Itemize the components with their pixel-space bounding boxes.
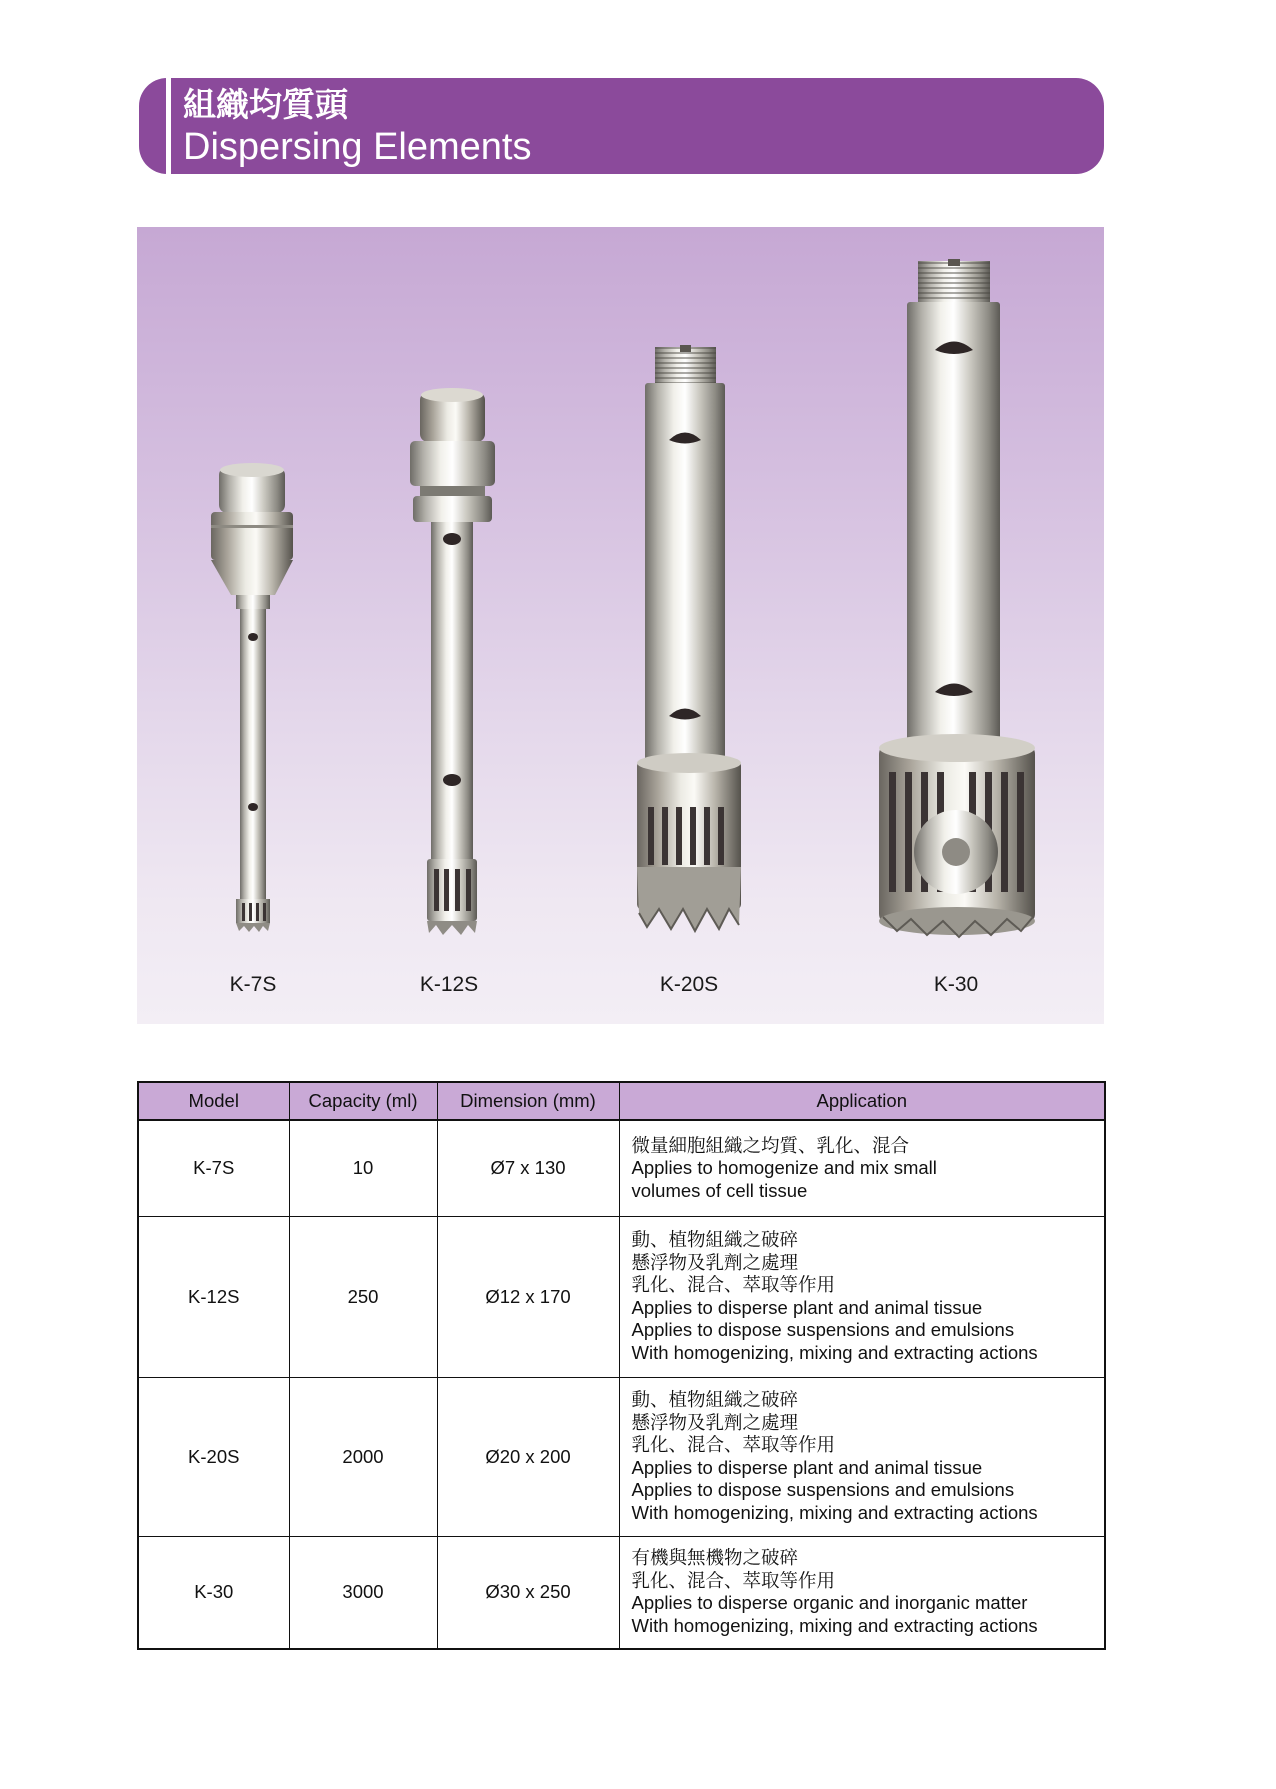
k20s-slot xyxy=(676,807,682,865)
cell-capacity: 2000 xyxy=(289,1377,437,1536)
cell-dimension: Ø20 x 200 xyxy=(437,1377,619,1536)
application-line: 動、植物組織之破碎 xyxy=(631,1229,799,1250)
cell-model: K-7S xyxy=(138,1120,289,1216)
k20s-head-top xyxy=(637,753,741,773)
k7s-slot xyxy=(242,903,245,921)
column-header-dimension: Dimension (mm) xyxy=(437,1082,619,1120)
k7s-body-ring xyxy=(211,525,293,528)
k7s-teeth xyxy=(236,923,270,932)
dispersing-elements-illustration xyxy=(137,227,1104,1024)
application-line: 有機與無機物之破碎 xyxy=(631,1547,799,1569)
column-header-capacity: Capacity (ml) xyxy=(289,1082,437,1120)
k30-slot xyxy=(1001,772,1008,892)
product-label-k12s: K-12S xyxy=(419,973,479,996)
k12s-hole xyxy=(443,774,461,786)
k12s-collar xyxy=(410,441,495,486)
k7s-hole xyxy=(248,633,258,641)
application-line: 懸浮物及乳劑之處理 xyxy=(631,1251,799,1273)
cell-capacity: 3000 xyxy=(289,1536,437,1649)
k7s-slot xyxy=(249,903,252,921)
page-title-english: Dispersing Elements xyxy=(183,126,532,168)
product-label-k30: K-30 xyxy=(933,973,979,996)
k12s-groove xyxy=(420,486,485,496)
k7s-slot xyxy=(263,903,266,921)
k20s-slot xyxy=(718,807,724,865)
application-line: With homogenizing, mixing and extracting actions xyxy=(631,1501,1038,1523)
k30-slot xyxy=(1017,772,1024,892)
cell-application xyxy=(619,1536,1105,1649)
cell-dimension: Ø7 x 130 xyxy=(437,1120,619,1216)
application-line: Applies to homogenize and mix small xyxy=(631,1157,937,1178)
k7s-neck xyxy=(236,595,270,609)
application-line: Applies to dispose suspensions and emulsions xyxy=(631,1479,1015,1500)
application-line: 乳化、混合、萃取等作用 xyxy=(631,1434,836,1455)
application-line: Applies to disperse organic and inorganic matter xyxy=(631,1592,1028,1614)
k30-head-top xyxy=(879,734,1035,762)
banner-accent-bar xyxy=(166,78,171,174)
application-line: Applies to disperse plant and animal tissue xyxy=(631,1456,983,1478)
application-line: Applies to dispose suspensions and emulsions xyxy=(631,1319,1015,1340)
table-row xyxy=(138,1536,1105,1649)
k7s-hole xyxy=(248,803,258,811)
k7s-shaft xyxy=(240,609,266,901)
application-line: 動、植物組織之破碎 xyxy=(631,1389,799,1410)
dispersing-element-k7s xyxy=(211,463,293,932)
k12s-lower-collar xyxy=(413,496,492,522)
product-photo xyxy=(137,227,1104,1024)
table-row xyxy=(138,1120,1105,1216)
cell-application xyxy=(619,1216,1105,1377)
k12s-cap-top xyxy=(421,388,483,402)
table-row xyxy=(138,1216,1105,1377)
dispersing-element-k12s xyxy=(410,388,495,935)
k30-rotor-hub xyxy=(942,838,970,866)
k12s-slot xyxy=(444,869,449,911)
k30-slot xyxy=(905,772,912,892)
k20s-slot xyxy=(648,807,654,865)
specification-table xyxy=(137,1081,1106,1650)
product-label-k20s: K-20S xyxy=(659,973,719,996)
application-line: 懸浮物及乳劑之處理 xyxy=(631,1411,799,1433)
application-line: Applies to disperse plant and animal tissue xyxy=(631,1296,983,1318)
k7s-slot xyxy=(256,903,259,921)
application-line: volumes of cell tissue xyxy=(631,1179,808,1201)
product-label-k7s: K-7S xyxy=(229,973,277,996)
cell-application xyxy=(619,1120,1105,1216)
application-line: 微量細胞組織之均質、乳化、混合 xyxy=(631,1134,910,1156)
k20s-notch xyxy=(680,345,691,352)
k12s-slot xyxy=(434,869,439,911)
k30-head-bottom xyxy=(879,907,1035,935)
application-line: With homogenizing, mixing and extracting actions xyxy=(631,1341,1038,1363)
cell-dimension: Ø30 x 250 xyxy=(437,1536,619,1649)
k30-shaft xyxy=(907,302,1000,744)
column-header-application: Application xyxy=(619,1082,1105,1120)
cell-application xyxy=(619,1377,1105,1536)
k20s-slot xyxy=(704,807,710,865)
cell-capacity: 250 xyxy=(289,1216,437,1377)
table-row xyxy=(138,1377,1105,1536)
k7s-cap-top xyxy=(220,463,284,477)
cell-model: K-20S xyxy=(138,1377,289,1536)
dispersing-element-k20s xyxy=(637,345,741,931)
k20s-slot xyxy=(662,807,668,865)
k12s-hole xyxy=(443,533,461,545)
k12s-teeth xyxy=(427,921,477,935)
application-line: With homogenizing, mixing and extracting actions xyxy=(631,1614,1038,1636)
k20s-thread-pattern xyxy=(655,347,716,385)
dispersing-element-k30 xyxy=(879,259,1035,937)
application-line: 乳化、混合、萃取等作用 xyxy=(631,1274,836,1295)
cell-capacity: 10 xyxy=(289,1120,437,1216)
title-banner xyxy=(139,78,1104,174)
column-header-model: Model xyxy=(138,1082,289,1120)
application-line: 乳化、混合、萃取等作用 xyxy=(631,1569,836,1591)
table-header-row xyxy=(138,1082,1105,1120)
k7s-body xyxy=(211,512,293,560)
k30-slot xyxy=(889,772,896,892)
cell-dimension: Ø12 x 170 xyxy=(437,1216,619,1377)
page-title-chinese: 組織均質頭 xyxy=(183,86,348,123)
k12s-slot xyxy=(466,869,471,911)
k7s-taper xyxy=(211,560,293,595)
k20s-slot xyxy=(690,807,696,865)
k30-thread-pattern xyxy=(918,261,990,303)
k30-notch xyxy=(948,259,960,266)
k12s-shaft xyxy=(431,522,473,862)
cell-model: K-12S xyxy=(138,1216,289,1377)
cell-model: K-30 xyxy=(138,1536,289,1649)
k12s-slot xyxy=(455,869,460,911)
